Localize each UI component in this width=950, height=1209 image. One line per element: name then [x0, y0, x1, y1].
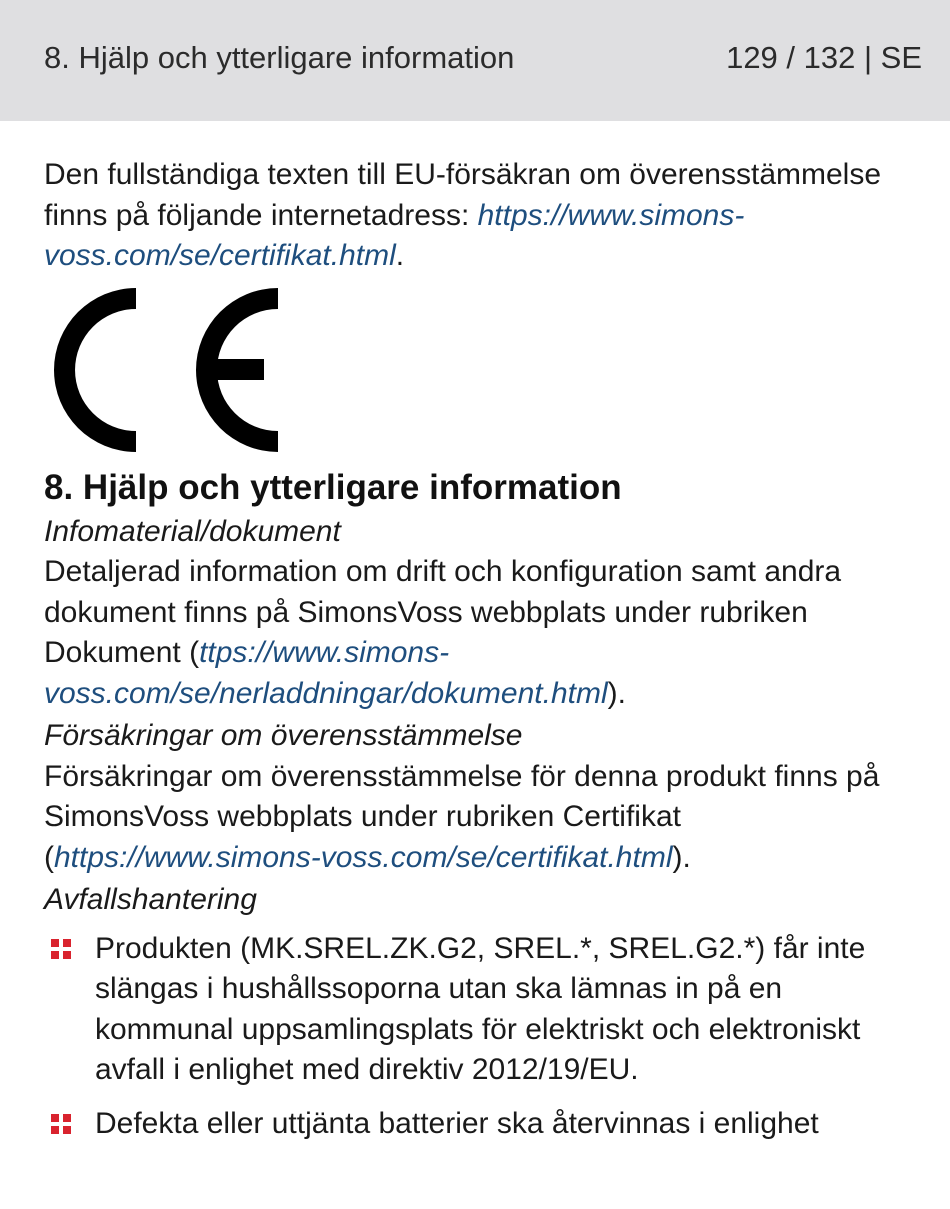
- disposal-subheading: Avfallshantering: [44, 883, 257, 916]
- list-item: [44, 929, 924, 1091]
- list-item: [44, 1104, 924, 1145]
- intro-paragraph: Den fullständiga texten till EU-försäkran om överensstämmelse finns på följande internetadress: https://www.simons-voss.com/se/certifikat.html.: [44, 158, 882, 272]
- info-paragraph: Detaljerad information om drift och konfiguration samt andra dokument finns på SimonsVoss webbplats under rubriken Dokument (ttps://www.simons-voss.com/se/nerladdningar/dokument.html).: [44, 555, 842, 710]
- list-item-text: Produkten (MK.SREL.ZK.G2, SREL.*, SREL.G2.*) får inte slängas i hushållssoporna utan ska lämnas in på en kommunal uppsamlingsplats för elektriskt och elektroniskt avfall i enlighet med direktiv 2012/19/EU.: [95, 931, 866, 1086]
- bullet-icon: [51, 939, 71, 959]
- document-body: [44, 155, 924, 1157]
- documents-link[interactable]: ttps://www.simons-voss.com/se/nerladdningar/dokument.html: [44, 636, 608, 710]
- header-title: 8. Hjälp och ytterligare information: [44, 40, 515, 75]
- bullet-icon: [51, 1114, 71, 1134]
- ce-mark-icon: [44, 286, 279, 454]
- certificate-link[interactable]: https://www.simons-voss.com/se/certifikat.html: [44, 198, 745, 272]
- section-heading: 8. Hjälp och ytterligare information: [44, 467, 622, 507]
- certificates-link[interactable]: https://www.simons-voss.com/se/certifikat.html: [54, 840, 673, 874]
- page-header: [0, 0, 950, 121]
- conformity-subheading: Försäkringar om överensstämmelse: [44, 719, 523, 752]
- info-subheading: Infomaterial/dokument: [44, 514, 341, 548]
- list-item-text: Defekta eller uttjänta batterier ska återvinnas i enlighet: [95, 1106, 819, 1140]
- page-number: 129 / 132 | SE: [726, 40, 922, 75]
- conformity-paragraph: Försäkringar om överensstämmelse för denna produkt finns på SimonsVoss webbplats under rubriken Certifikat (https://www.simons-voss.com/se/certifikat.html).: [44, 759, 880, 874]
- disposal-list: [44, 929, 924, 1145]
- intro-text: Den fullständiga texten till EU-försäkran om överensstämmelse finns på följande internetadress:: [44, 158, 882, 232]
